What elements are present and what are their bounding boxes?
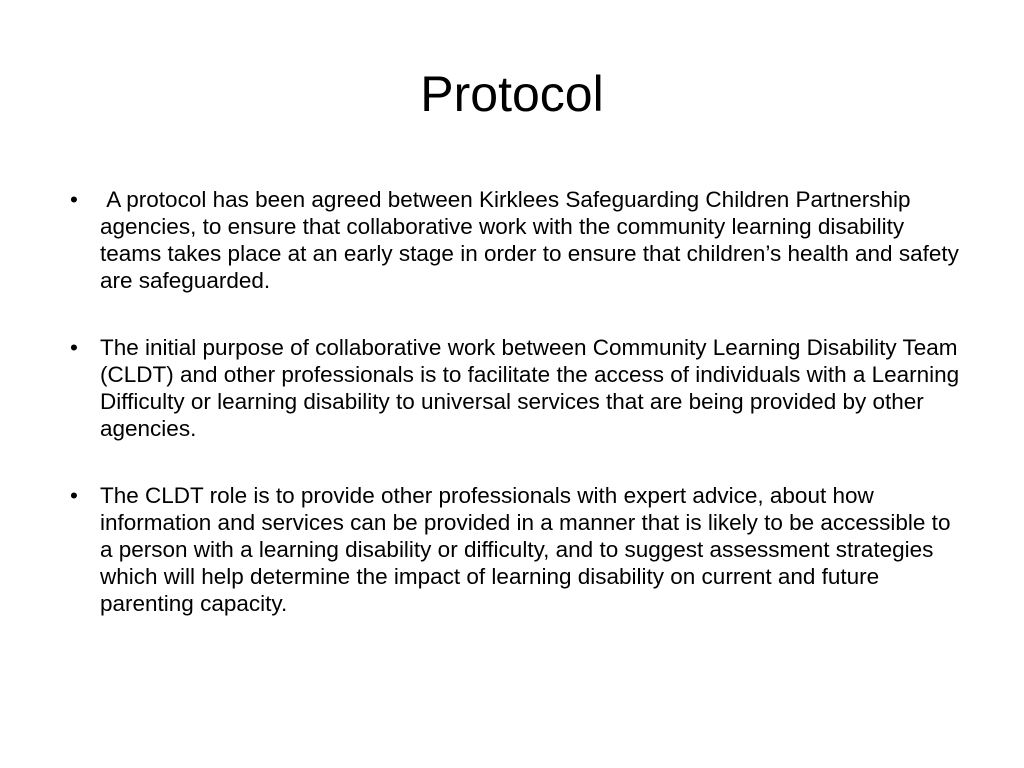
bullet-icon: • — [70, 483, 78, 508]
bullet-text: The initial purpose of collaborative work between Community Learning Disability Team (CLDT) and other professionals is to facilitate the access of individuals with a Learning Difficulty or learning disability to universal services that are being provided by other agencies. — [100, 335, 966, 441]
bullet-item — [60, 186, 966, 294]
bullet-icon: • — [70, 335, 78, 360]
bullet-text: The CLDT role is to provide other professionals with expert advice, about how information and services can be provided in a manner that is likely to be accessible to a person with a learning disability or difficulty, and to suggest assessment strategies which will help determine the impact of learning disability on current and future parenting capacity. — [100, 483, 957, 616]
bullet-icon: • — [70, 187, 78, 212]
bullet-list — [60, 186, 966, 617]
slide-title: Protocol — [420, 66, 604, 122]
bullet-item — [60, 482, 960, 617]
bullet-item — [60, 334, 966, 442]
bullet-text: A protocol has been agreed between Kirklees Safeguarding Children Partnership agencies, to ensure that collaborative work with the community learning disability teams takes place at an early stage in order to ensure that children’s health and safety are safeguarded. — [100, 187, 966, 293]
